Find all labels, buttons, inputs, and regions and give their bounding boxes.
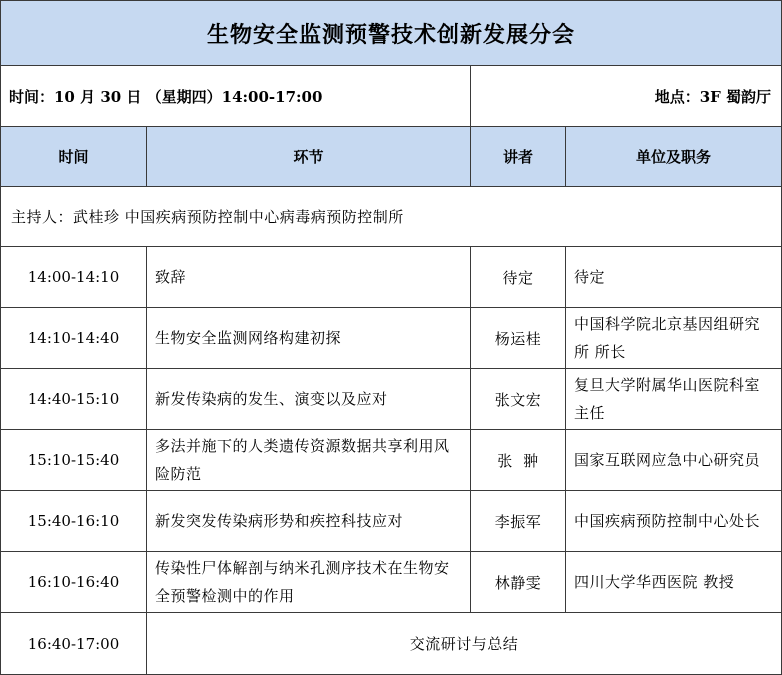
row-speaker: 杨运桂	[471, 308, 566, 369]
row-time: 15:10-15:40	[1, 430, 147, 491]
closing-text: 交流研讨与总结	[147, 613, 782, 675]
row-speaker: 待定	[471, 247, 566, 308]
row-segment: 生物安全监测网络构建初探	[147, 308, 471, 369]
row-speaker: 张 翀	[471, 430, 566, 491]
row-speaker: 张文宏	[471, 369, 566, 430]
page-title: 生物安全监测预警技术创新发展分会	[1, 1, 782, 66]
row-time: 16:10-16:40	[1, 552, 147, 613]
row-org: 中国疾病预防控制中心处长	[566, 491, 782, 552]
row-speaker: 林静雯	[471, 552, 566, 613]
header-speaker: 讲者	[471, 127, 566, 187]
row-speaker: 李振军	[471, 491, 566, 552]
agenda-row	[1, 491, 782, 552]
agenda-row	[1, 247, 782, 308]
header-segment: 环节	[147, 127, 471, 187]
row-org: 待定	[566, 247, 782, 308]
row-org: 复旦大学附属华山医院科室主任	[566, 369, 782, 430]
row-time: 14:10-14:40	[1, 308, 147, 369]
row-segment: 多法并施下的人类遗传资源数据共享利用风险防范	[147, 430, 471, 491]
agenda-row	[1, 430, 782, 491]
row-segment: 传染性尸体解剖与纳米孔测序技术在生物安全预警检测中的作用	[147, 552, 471, 613]
agenda-row	[1, 369, 782, 430]
closing-time: 16:40-17:00	[1, 613, 147, 675]
header-time: 时间	[1, 127, 147, 187]
row-org: 四川大学华西医院 教授	[566, 552, 782, 613]
row-time: 14:00-14:10	[1, 247, 147, 308]
row-segment: 新发突发传染病形势和疾控科技应对	[147, 491, 471, 552]
agenda-row	[1, 552, 782, 613]
header-org: 单位及职务	[566, 127, 782, 187]
session-time: 时间：10 月 30 日 （星期四）14:00-17:00	[1, 66, 471, 127]
row-segment: 致辞	[147, 247, 471, 308]
row-time: 15:40-16:10	[1, 491, 147, 552]
agenda-row	[1, 308, 782, 369]
row-time: 14:40-15:10	[1, 369, 147, 430]
host-line: 主持人：武桂珍 中国疾病预防控制中心病毒病预防控制所	[1, 187, 782, 247]
row-segment: 新发传染病的发生、演变以及应对	[147, 369, 471, 430]
session-location: 地点：3F 蜀韵厅	[471, 66, 782, 127]
row-org: 中国科学院北京基因组研究所 所长	[566, 308, 782, 369]
row-org: 国家互联网应急中心研究员	[566, 430, 782, 491]
closing-row	[1, 613, 782, 675]
